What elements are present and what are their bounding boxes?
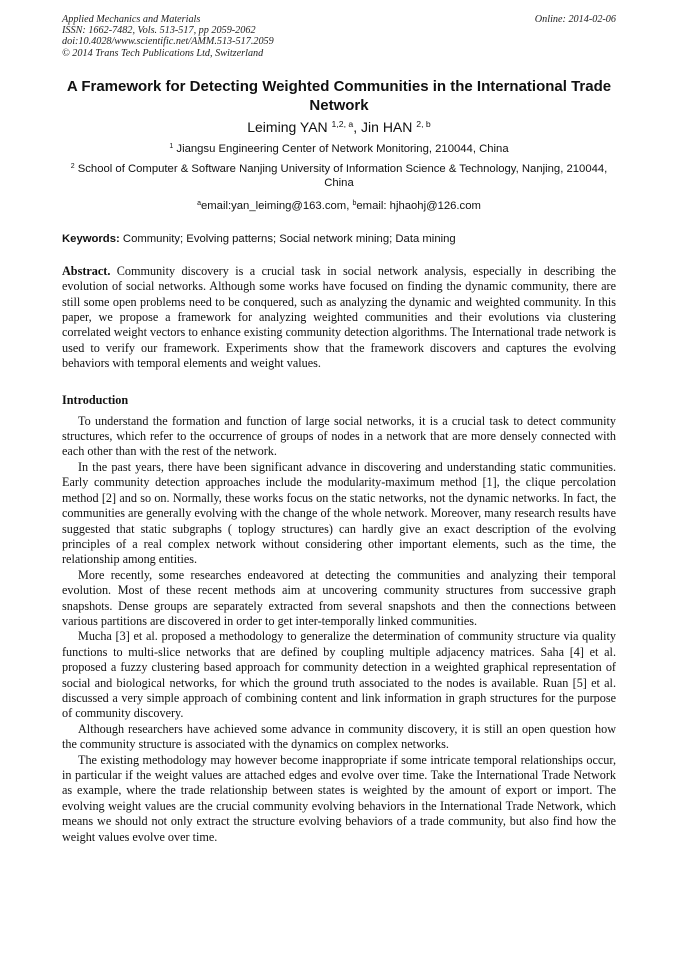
section-heading: Introduction xyxy=(62,392,129,407)
author-affiliation-mark: 1,2, a xyxy=(331,119,354,130)
abstract-text: Community discovery is a crucial task in social network analysis, especially in describing the evolution of social networks. Although some works have focused on finding the dynamic community, there are still some open problems need to be conquered, such as analyzing the dynamic and weighted community. In this paper, we propose a framework for analyzing weighted communities and their evolutions via clustering correlated weight vectors to enhance existing community detection algorithms. The International trade network is used to verify our framework. Experiments show that the framework discovers and captures the evolving behaviors with temporal elements and weight values. xyxy=(62,263,616,371)
affiliation-mark: 2 xyxy=(70,162,75,170)
online-date: Online: 2014-02-06 xyxy=(534,14,616,25)
email-text: email: hjhaohj@126.com xyxy=(356,199,481,212)
paragraph: The existing methodology may however become inappropriate if some intricate temporal relationships occur, in particular if the weight values are attached edges and evolve over time. Take the International Trade Network as example, where the trade relationship between states is weighted by the amount of export or import. The evolving weight values are the crucial community evolving behaviors in the International Trade Network, which means we should not only extract the structure evolving behaviors of a trade community, but also find how the weight values evolve over time. xyxy=(62,752,616,844)
affiliation-1 xyxy=(62,142,616,156)
author-affiliation-mark: 2, b xyxy=(416,119,431,130)
journal-header xyxy=(62,14,616,59)
affiliation-mark: 1 xyxy=(169,142,174,150)
affiliation-text: School of Computer & Software Nanjing University of Information Science & Technology, Nanjing, 210044, China xyxy=(77,162,608,189)
author-separator: , xyxy=(353,118,362,135)
doi-line: doi:10.4028/www.scientific.net/AMM.513-517.2059 xyxy=(62,36,274,48)
journal-name: Applied Mechanics and Materials xyxy=(62,14,201,25)
email-mark: a xyxy=(197,199,201,207)
email-mark: b xyxy=(352,199,357,207)
author-line xyxy=(62,119,616,135)
email-text: email:yan_leiming@163.com, xyxy=(200,199,353,212)
keywords-text: Community; Evolving patterns; Social network mining; Data mining xyxy=(119,232,456,245)
paper-title: A Framework for Detecting Weighted Communities in the International Trade Network xyxy=(66,77,612,114)
author-name: Jin HAN xyxy=(361,118,413,135)
issn-line: ISSN: 1662-7482, Vols. 513-517, pp 2059-2062 xyxy=(62,25,256,37)
author-name: Leiming YAN xyxy=(247,118,328,135)
paragraph: Although researchers have achieved some advance in community discovery, it is still an open question how the community structure is associated with the dynamics on complex networks. xyxy=(62,721,616,752)
paragraph: Mucha [3] et al. proposed a methodology to generalize the determination of community structure via quality functions to multi-slice networks that are defined by coupling multiple adjacency matrices. Saha [4] et al. proposed a fuzzy clustering based approach for community detection in a weighted graphical representation of social and biological networks, for which the ground truth associated to the nodes is available. Ruan [5] et al. discussed a very simple approach of combining content and link information in graph structures for the purpose of community discovery. xyxy=(62,629,616,721)
keywords-label: Keywords: xyxy=(62,232,120,245)
paragraph: More recently, some researches endeavored at detecting the communities and analyzing their temporal evolution. Most of these recent methods aim at uncovering community structures from successive graph snapshots. Dense groups are separately extracted from several snapshots and then the connections between various partitions are discovered in order to get inter-temporally linked communities. xyxy=(62,567,616,628)
affiliation-text: Jiangsu Engineering Center of Network Monitoring, 210044, China xyxy=(176,142,509,155)
abstract-label: Abstract. xyxy=(62,263,111,278)
abstract xyxy=(62,264,616,372)
email-line xyxy=(62,199,616,213)
keywords xyxy=(62,233,616,245)
paragraph: In the past years, there have been significant advance in discovering and understanding static communities. Early community detection approaches include the modularity-maximum method [1], the clique percolation method [2] and so on. Normally, these works focus on the static networks, not the dynamic networks. In fact, the communities are generally evolving with the change of the whole network. Moreover, many research results have suggested that static subgraphs ( toplogy structures) can hardly give an exact description of the evolving principles of a real complex network without considering other important elements, such as the time, the relationship among entities. xyxy=(62,459,616,567)
affiliation-2 xyxy=(62,162,616,190)
copyright-line: © 2014 Trans Tech Publications Ltd, Switzerland xyxy=(62,47,264,59)
paragraph: To understand the formation and function of large social networks, it is a crucial task to detect community structures, which refer to the occurrence of groups of nodes in a network that are more densely connected with each other than with the rest of the network. xyxy=(62,413,616,459)
